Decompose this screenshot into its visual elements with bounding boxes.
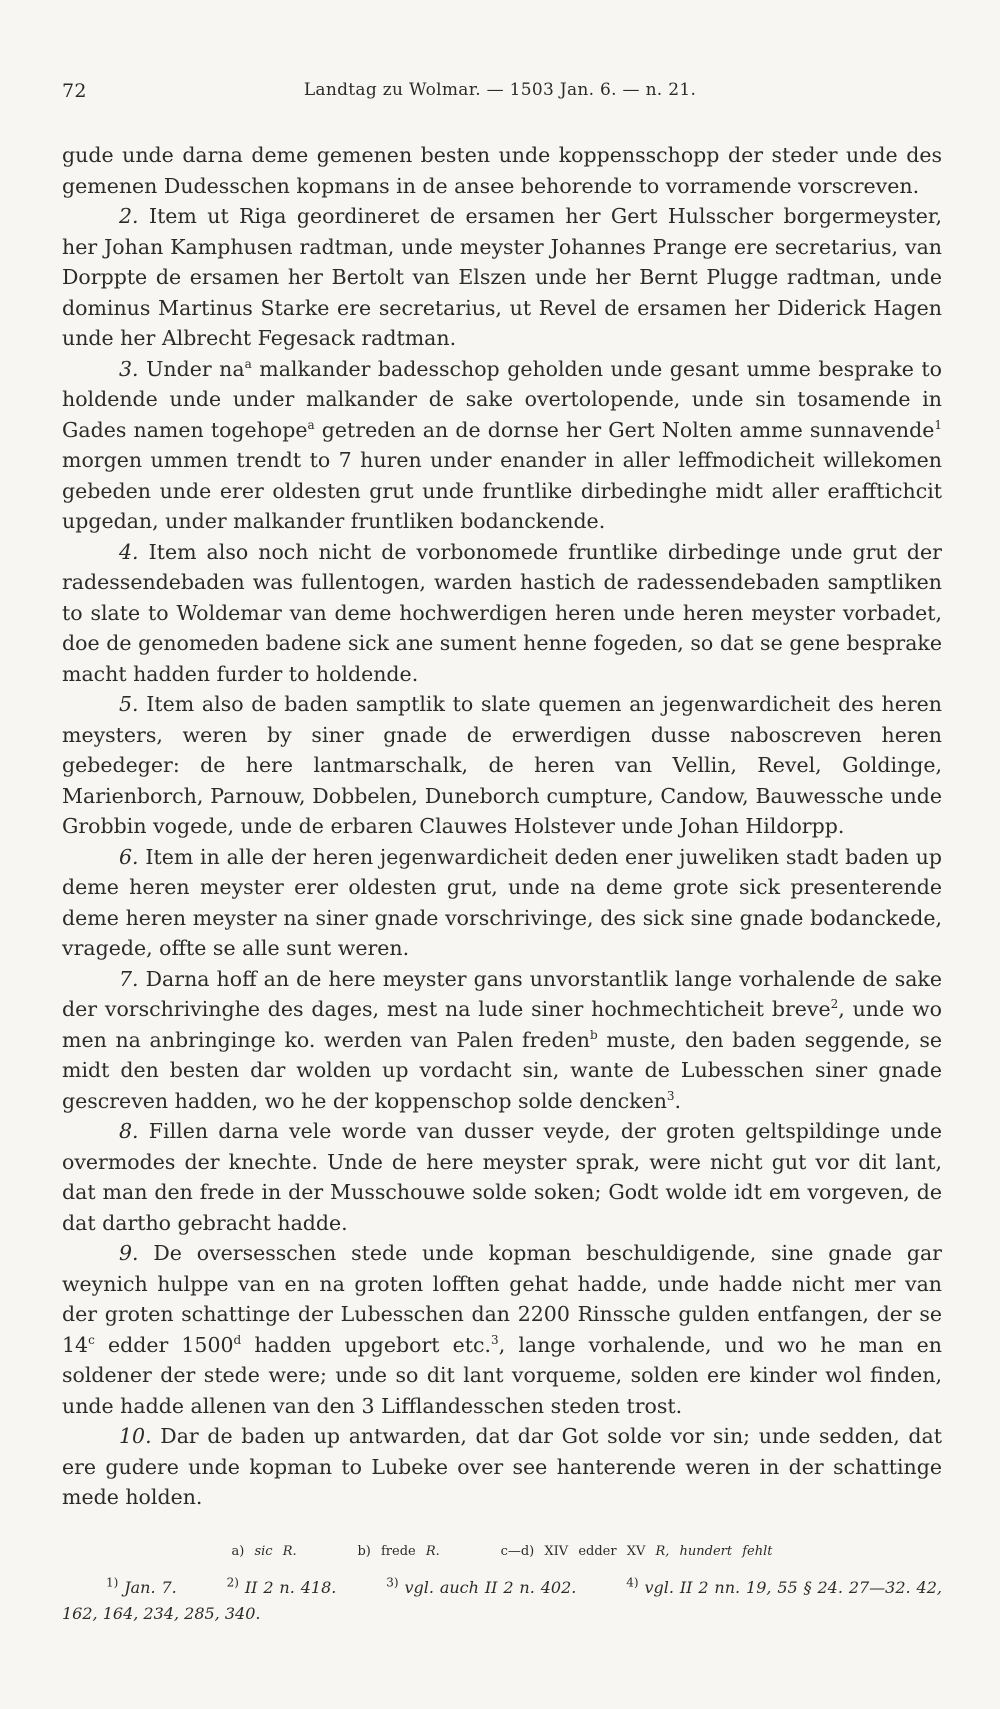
footnote-marker: a <box>307 417 315 432</box>
paragraph-1-continuation: gude unde darna deme gemenen besten unde koppensschopp der steder unde des gemenen Dudesschen kopmans in de ansee behorende to vorramende vorscreven. <box>62 143 942 198</box>
paragraph-text: Under na <box>146 356 245 381</box>
footnote-marker: d <box>233 1332 242 1347</box>
running-title: Landtag zu Wolmar. — 1503 Jan. 6. — n. 21. <box>303 80 697 100</box>
footnotes <box>62 1541 942 1627</box>
paragraph-text: Item in alle der heren jegenwardicheit deden ener juweliken stadt baden up deme heren meyster erer oldesten grut, unde na deme grote sick presenterende deme heren meyster na siner gnade vorschrivinge, des sick sine gnade bodanckede, vragede, offte se alle sunt weren. <box>62 844 942 960</box>
note-label: b) <box>357 1544 371 1559</box>
paragraph-text: malkander badesschop geholden unde gesant umme besprake to holdende unde under malkander de sake overtolopende, unde sin tosamende in Gades namen togehope <box>62 356 942 442</box>
paragraph-9 <box>62 1238 942 1421</box>
note-label: 4) <box>626 1575 639 1590</box>
footnote-marker: b <box>589 1027 598 1042</box>
note-text: frede <box>380 1544 426 1559</box>
note-text: R, hundert fehlt <box>655 1544 773 1559</box>
paragraph-number: 10. <box>119 1424 152 1448</box>
textual-notes <box>62 1541 942 1563</box>
page-header <box>62 80 938 106</box>
paragraph-number: 8. <box>119 1119 139 1143</box>
note-text: sic R. <box>254 1544 297 1559</box>
paragraph-text: Darna hoff an de here meyster gans unvorstantlik lange vorhalende de sake der vorschrivinghe des dages, mest na lude siner hochmechticheit breve <box>62 966 942 1021</box>
paragraph-text: Dar de baden up antwarden, dat dar Got solde vor sin; unde sedden, dat ere gudere unde kopman to Lubeke over see hanterende weren in der schattinge mede holden. <box>62 1424 942 1509</box>
paragraph-number: 9. <box>119 1241 139 1265</box>
paragraph-number: 4. <box>119 539 139 564</box>
note-text: R. <box>425 1544 440 1559</box>
paragraph-text: Fillen darna vele worde van dusser veyde, der groten geltspildinge unde overmodes der knechte. Unde de here meyster sprak, were nicht gut vor dit lant, dat man den frede in der Musschouwe solde soken; Godt wolde idt em vorgeven, de dat dartho gebracht hadde. <box>62 1119 942 1235</box>
paragraph-text: De oversesschen stede unde kopman beschuldigende, sine gnade gar weynich hulppe van en na groten lofften gehat hadde, unde hadde nicht mer van der groten schattinge der Lubesschen dan 2200 Rinssche gulden entfangen, der se 14 <box>62 1241 942 1357</box>
footnote-marker: 1 <box>934 417 942 432</box>
paragraph-6 <box>62 842 942 964</box>
paragraph-10 <box>62 1421 942 1513</box>
page-number: 72 <box>62 80 87 102</box>
paragraph-text: getreden an de dornse her Gert Nolten amme sunnavende <box>314 417 935 442</box>
paragraph-8 <box>62 1116 942 1238</box>
note-label: a) <box>231 1544 245 1559</box>
paragraph-5 <box>62 689 942 842</box>
note-label: c—d) <box>500 1544 535 1559</box>
paragraph-7 <box>62 964 942 1117</box>
note-label: 2) <box>226 1575 239 1590</box>
paragraph-text: Item also de baden samptlik to slate quemen an jegenwardicheit des heren meysters, weren by siner gnade de erwerdigen dusse naboscreven heren gebedeger: de here lantmarschalk, de heren van Vellin, Revel, Goldinge, Marienborch, Parnouw, Dobbelen, Duneborch cumpture, Candow, Bauwessche unde Grobbin vogede, unde de erbaren Clauwes Holstever unde Johan Hildorpp. <box>62 692 942 838</box>
note-label: 1) <box>106 1575 119 1590</box>
footnote-marker: c <box>88 1332 95 1347</box>
paragraph-text: , unde wo men na anbringinge ko. werden van Palen freden <box>62 997 942 1052</box>
paragraph-text: Item ut Riga geordineret de ersamen her Gert Hulsscher borgermeyster, her Johan Kamphusen radtman, unde meyster Johannes Prange ere secretarius, van Dorppte de ersamen her Bertolt van Elszen unde her Bernt Plugge radtman, unde dominus Martinus Starke ere secretarius, ut Revel de ersamen her Diderick Hagen unde her Albrecht Fegesack radtman. <box>62 204 942 350</box>
main-text <box>62 140 942 1513</box>
paragraph-number: 6. <box>119 844 139 869</box>
note-text: Jan. 7. <box>124 1578 177 1597</box>
paragraph-text: morgen ummen trendt to 7 huren under enander in aller leffmodicheit willekomen gebeden unde erer oldesten grut unde fruntlike dirbedinghe midt aller erafftichcit upgedan, under malkander fruntliken bodanckende. <box>62 448 942 533</box>
paragraph-text: muste, den baden seggende, se midt den besten dar wolden up vordacht sin, wante de Lubesschen siner gnade gescreven hadden, wo he der koppenschop solde dencken <box>62 1027 942 1113</box>
note-text: vgl. II 2 nn. 19, 55 § 24. 27—32. 42, 162, 164, 234, 285, 340. <box>62 1578 942 1623</box>
footnote-marker: 2 <box>830 997 839 1012</box>
paragraph-4 <box>62 537 942 690</box>
paragraph-number: 5. <box>119 692 139 716</box>
note-label: 3) <box>386 1575 399 1590</box>
paragraph-text: Item also noch nicht de vorbonomede fruntlike dirbedinge unde grut der radessendebaden was fullentogen, warden hastich de radessendebaden samptliken to slate to Woldemar van deme hochwerdigen heren unde heren meyster vorbadet, doe de genomeden badene sick ane sument henne fogeden, so dat se gene besprake macht hadden furder to holdende. <box>62 539 942 686</box>
paragraph-text: , lange vorhalende, und wo he man en soldener der stede were; unde so dit lant vorqueme, solden ere kinder wol finden, unde hadde allenen van den 3 Lifflandesschen steden trost. <box>62 1332 942 1418</box>
footnote-marker: a <box>244 356 252 371</box>
paragraph-2 <box>62 201 942 354</box>
footnote-marker: 3 <box>491 1332 499 1347</box>
note-text: II 2 n. 418. <box>244 1578 337 1597</box>
paragraph-text: . <box>674 1088 682 1113</box>
paragraph-number: 2. <box>119 204 139 228</box>
footnote-marker: 3 <box>666 1088 675 1103</box>
note-text: XIV edder XV <box>544 1544 656 1559</box>
paragraph-text: edder 1500 <box>94 1332 234 1357</box>
paragraph-text: hadden upgebort etc. <box>241 1332 492 1357</box>
paragraph-number: 7. <box>119 966 139 991</box>
reference-notes <box>62 1575 942 1627</box>
note-text: vgl. auch II 2 n. 402. <box>404 1578 577 1597</box>
paragraph-number: 3. <box>119 356 139 381</box>
paragraph-3 <box>62 354 942 537</box>
